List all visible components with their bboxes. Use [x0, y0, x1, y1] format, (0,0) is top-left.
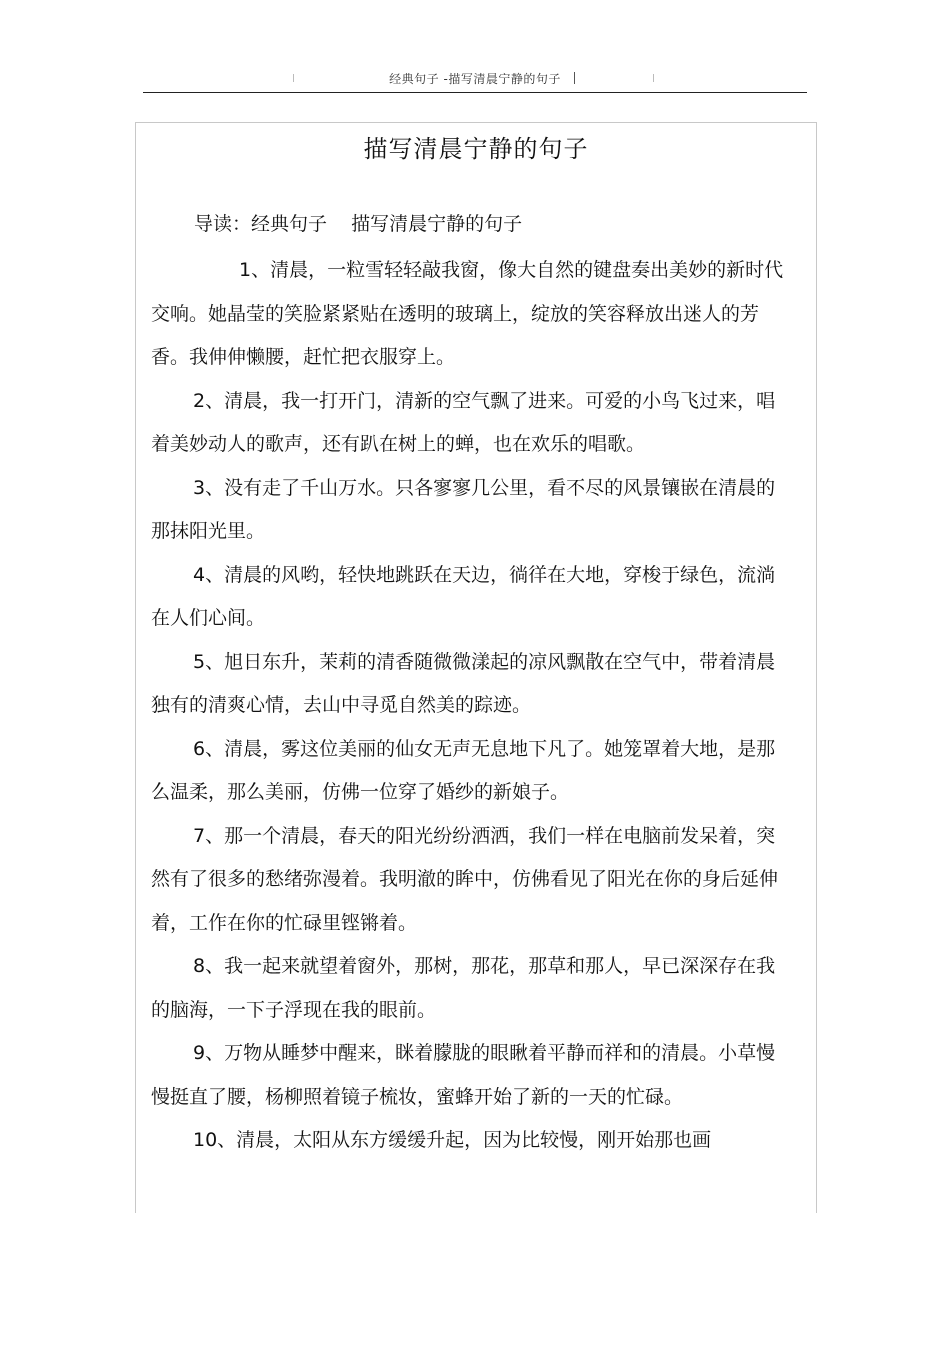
paragraph-6: 6、清晨，雾这位美丽的仙女无声无息地下凡了。她笼罩着大地，是那么温柔，那么美丽，仿佛一位穿了婚纱的新娘子。 [151, 737, 776, 803]
page-header [143, 60, 807, 93]
header-divider-right [653, 74, 654, 82]
paragraph-7: 7、那一个清晨，春天的阳光纷纷洒洒，我们一样在电脑前发呆着，突然有了很多的愁绪弥漫着。我明澈的眸中，仿佛看见了阳光在你的身后延伸着，工作在你的忙碌里铿锵着。 [151, 824, 779, 934]
document-title: 描写清晨宁静的句子 [363, 135, 589, 163]
header-cursor-mark [574, 72, 575, 84]
paragraph-2: 2、清晨，我一打开门，清新的空气飘了进来。可爱的小鸟飞过来，唱着美妙动人的歌声，还有趴在树上的蝉，也在欢乐的唱歌。 [151, 389, 776, 455]
paragraph-3: 3、没有走了千山万水。只各寥寥几公里，看不尽的风景镶嵌在清晨的那抹阳光里。 [151, 476, 776, 542]
paragraph-1: 1、清晨，一粒雪轻轻敲我窗，像大自然的键盘奏出美妙的新时代交响。她晶莹的笑脸紧紧贴在透明的玻璃上，绽放的笑容释放出迷人的芳香。我伸伸懒腰，赶忙把衣服穿上。 [151, 259, 784, 368]
paragraph-10: 10、清晨，太阳从东方缓缓升起，因为比较慢，刚开始那也画 [193, 1129, 712, 1151]
paragraph-9: 9、万物从睡梦中醒来，眯着朦胧的眼瞅着平静而祥和的清晨。小草慢慢挺直了腰，杨柳照着镜子梳妆，蜜蜂开始了新的一天的忙碌。 [151, 1042, 776, 1108]
document-frame [135, 122, 817, 1213]
header-text: 经典句子 -描写清晨宁静的句子 [389, 72, 561, 86]
paragraph-8: 8、我一起来就望着窗外，那树，那花，那草和那人，早已深深存在我的脑海，一下子浮现在我的眼前。 [151, 955, 776, 1021]
document-body [151, 249, 791, 1163]
paragraph-4: 4、清晨的风哟，轻快地跳跃在天边，徜徉在大地，穿梭于绿色，流淌在人们心间。 [151, 563, 776, 629]
document-intro: 导读：经典句子 描写清晨宁静的句子 [194, 213, 523, 235]
paragraph-5: 5、旭日东升，茉莉的清香随微微漾起的凉风飘散在空气中，带着清晨独有的清爽心情，去山中寻觅自然美的踪迹。 [151, 650, 776, 716]
